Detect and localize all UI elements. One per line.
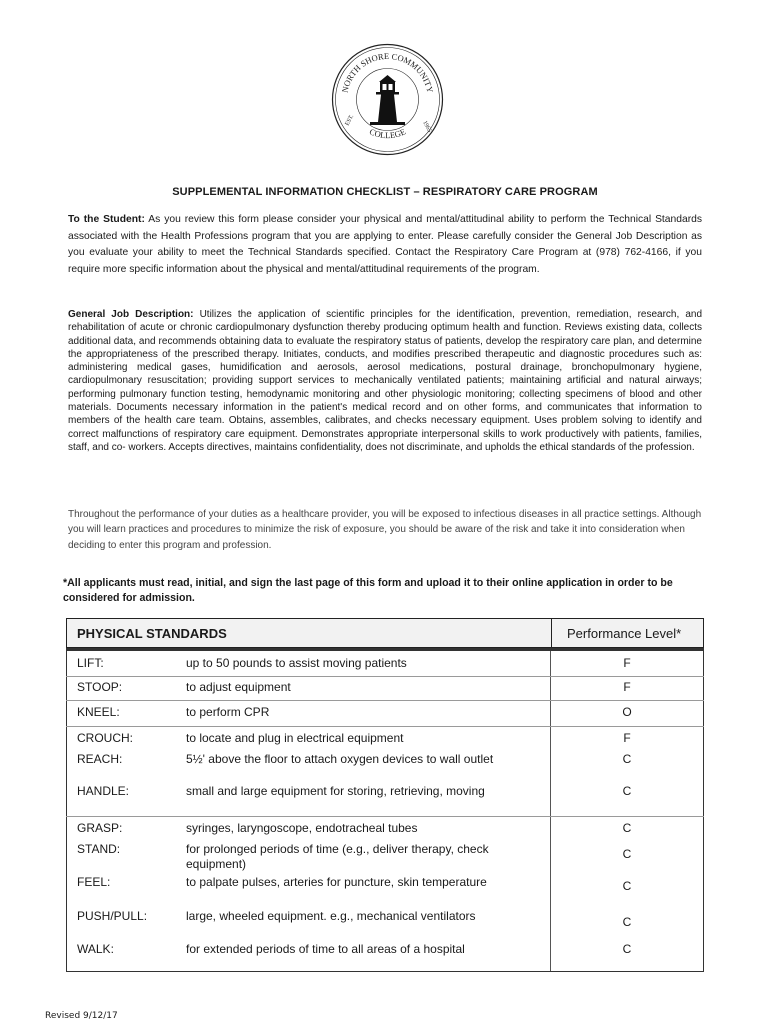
job-description-label: General Job Description:: [68, 309, 194, 320]
table-row-level: C: [622, 847, 632, 861]
table-row-description: to palpate pulses, arteries for puncture, skin temperature: [186, 875, 487, 889]
table-row-level: C: [622, 879, 632, 893]
header-performance-level: Performance Level*: [567, 626, 682, 641]
table-row-action: GRASP:: [77, 821, 123, 835]
table-row-level: F: [623, 731, 631, 745]
seal-year-text: 1965: [421, 120, 433, 134]
job-description: [68, 308, 702, 454]
student-text: As you review this form please consider your physical and mental/attitudinal ability to perform the Technical Standards associated with the Health Professions program that you are applying to enter. Please carefully consider the General Job Description as you evaluate your ability to meet the Technical Standards specified. Contact the Respiratory Care Program at (978) 762-4166, if you require more specific information about the physical and mental/attitudinal requirements of the program.: [68, 214, 703, 275]
seal-est-text: EST.: [344, 113, 356, 127]
table-row-description: to adjust equipment: [186, 680, 291, 694]
table-row-level: O: [622, 705, 632, 719]
seal-name-text: NORTH SHORE COMMUNITY: [339, 50, 436, 94]
student-label: To the Student:: [68, 214, 145, 225]
table-row-description: for extended periods of time to all areas of a hospital: [186, 942, 465, 956]
table-row-description: to locate and plug in electrical equipment: [186, 731, 404, 745]
lighthouse-icon: [370, 75, 405, 125]
table-row-action: KNEEL:: [77, 705, 120, 719]
table-row-level: F: [623, 680, 631, 694]
page-title: SUPPLEMENTAL INFORMATION CHECKLIST – RESPIRATORY CARE PROGRAM: [172, 186, 598, 198]
exposure-notice: Throughout the performance of your duties as a healthcare provider, you will be exposed to infectious diseases in all practice settings. Although you will learn practices and procedures to minimize the risk of exposure, you should be aware of the risk and take it into consideration when deciding to enter this program and profession.: [68, 509, 702, 551]
table-header: [66, 618, 704, 648]
table-row-description: syringes, laryngoscope, endotracheal tubes: [186, 821, 418, 835]
college-seal-logo: [330, 42, 445, 157]
revision-date: Revised 9/12/17: [45, 1011, 118, 1021]
table-row-action: PUSH/PULL:: [77, 909, 148, 923]
table-row-description: for prolonged periods of time (e.g., deliver therapy, check equipment): [186, 842, 489, 871]
table-row-level: C: [622, 915, 632, 929]
table-row-level: C: [622, 942, 632, 956]
applicant-notice: *All applicants must read, initial, and sign the last page of this form and upload it to their online application in order to be considered for admission.: [63, 577, 673, 604]
job-description-text: Utilizes the application of scientific principles for the identification, prevention, remediation, research, and rehabilitation of acute or chronic cardiopulmonary dysfunction thereby producing optimum health and function. Reviews existing data, collects additional data, and recommends obtaining data to evaluate the respiratory status of patients, develop the respiratory care plan, and determine the appropriateness of the prescribed therapy. Initiates, conducts, and modifies prescribed therapeutic and diagnostic procedures such as: administering medical gases, humidification and aerosols, aerosol medications, postural drainage, bronchopulmonary hygiene, cardiopulmonary resuscitation; providing support services to mechanically ventilated patients; maintaining artificial and natural airways; performing pulmonary function testing, hemodynamic monitoring and other physiologic monitoring; collecting specimens of blood and other materials. Documents necessary information in the patient's medical record and on other forms, and communicates that information to members of the health care team. Obtains, assembles, calibrates, and checks necessary equipment. Uses problem solving to identify and correct malfunctions of respiratory care equipment. Demonstrates appropriate interpersonal skills to work productively with patients, families, staff, and co- workers. Accepts directives, maintains confidentiality, does not discriminate, and upholds the ethical standards of the profession.: [68, 309, 703, 453]
table-row-description: small and large equipment for storing, retrieving, moving: [186, 784, 485, 798]
table-row-level: F: [623, 656, 631, 670]
student-instructions: [68, 212, 702, 278]
table-row-action: LIFT:: [77, 656, 104, 670]
table-row-description: 5½' above the floor to attach oxygen devices to wall outlet: [186, 752, 494, 766]
svg-text:COLLEGE: [368, 126, 407, 140]
table-row-description: large, wheeled equipment. e.g., mechanical ventilators: [186, 909, 476, 923]
table-row-action: STAND:: [77, 842, 121, 856]
table-row-description: to perform CPR: [186, 705, 270, 719]
table-row-level: C: [622, 752, 632, 766]
table-row-action: WALK:: [77, 942, 114, 956]
table-row-action: STOOP:: [77, 680, 123, 694]
table-row-action: REACH:: [77, 752, 123, 766]
table-row-action: CROUCH:: [77, 731, 133, 745]
header-physical-standards: PHYSICAL STANDARDS: [77, 626, 227, 641]
table-row-action: FEEL:: [77, 875, 111, 889]
table-row-level: C: [622, 821, 632, 835]
table-row-description: up to 50 pounds to assist moving patients: [186, 656, 407, 670]
table-row-action: HANDLE:: [77, 784, 130, 798]
seal-college-text: COLLEGE: [367, 126, 408, 141]
table-row-level: C: [622, 784, 632, 798]
